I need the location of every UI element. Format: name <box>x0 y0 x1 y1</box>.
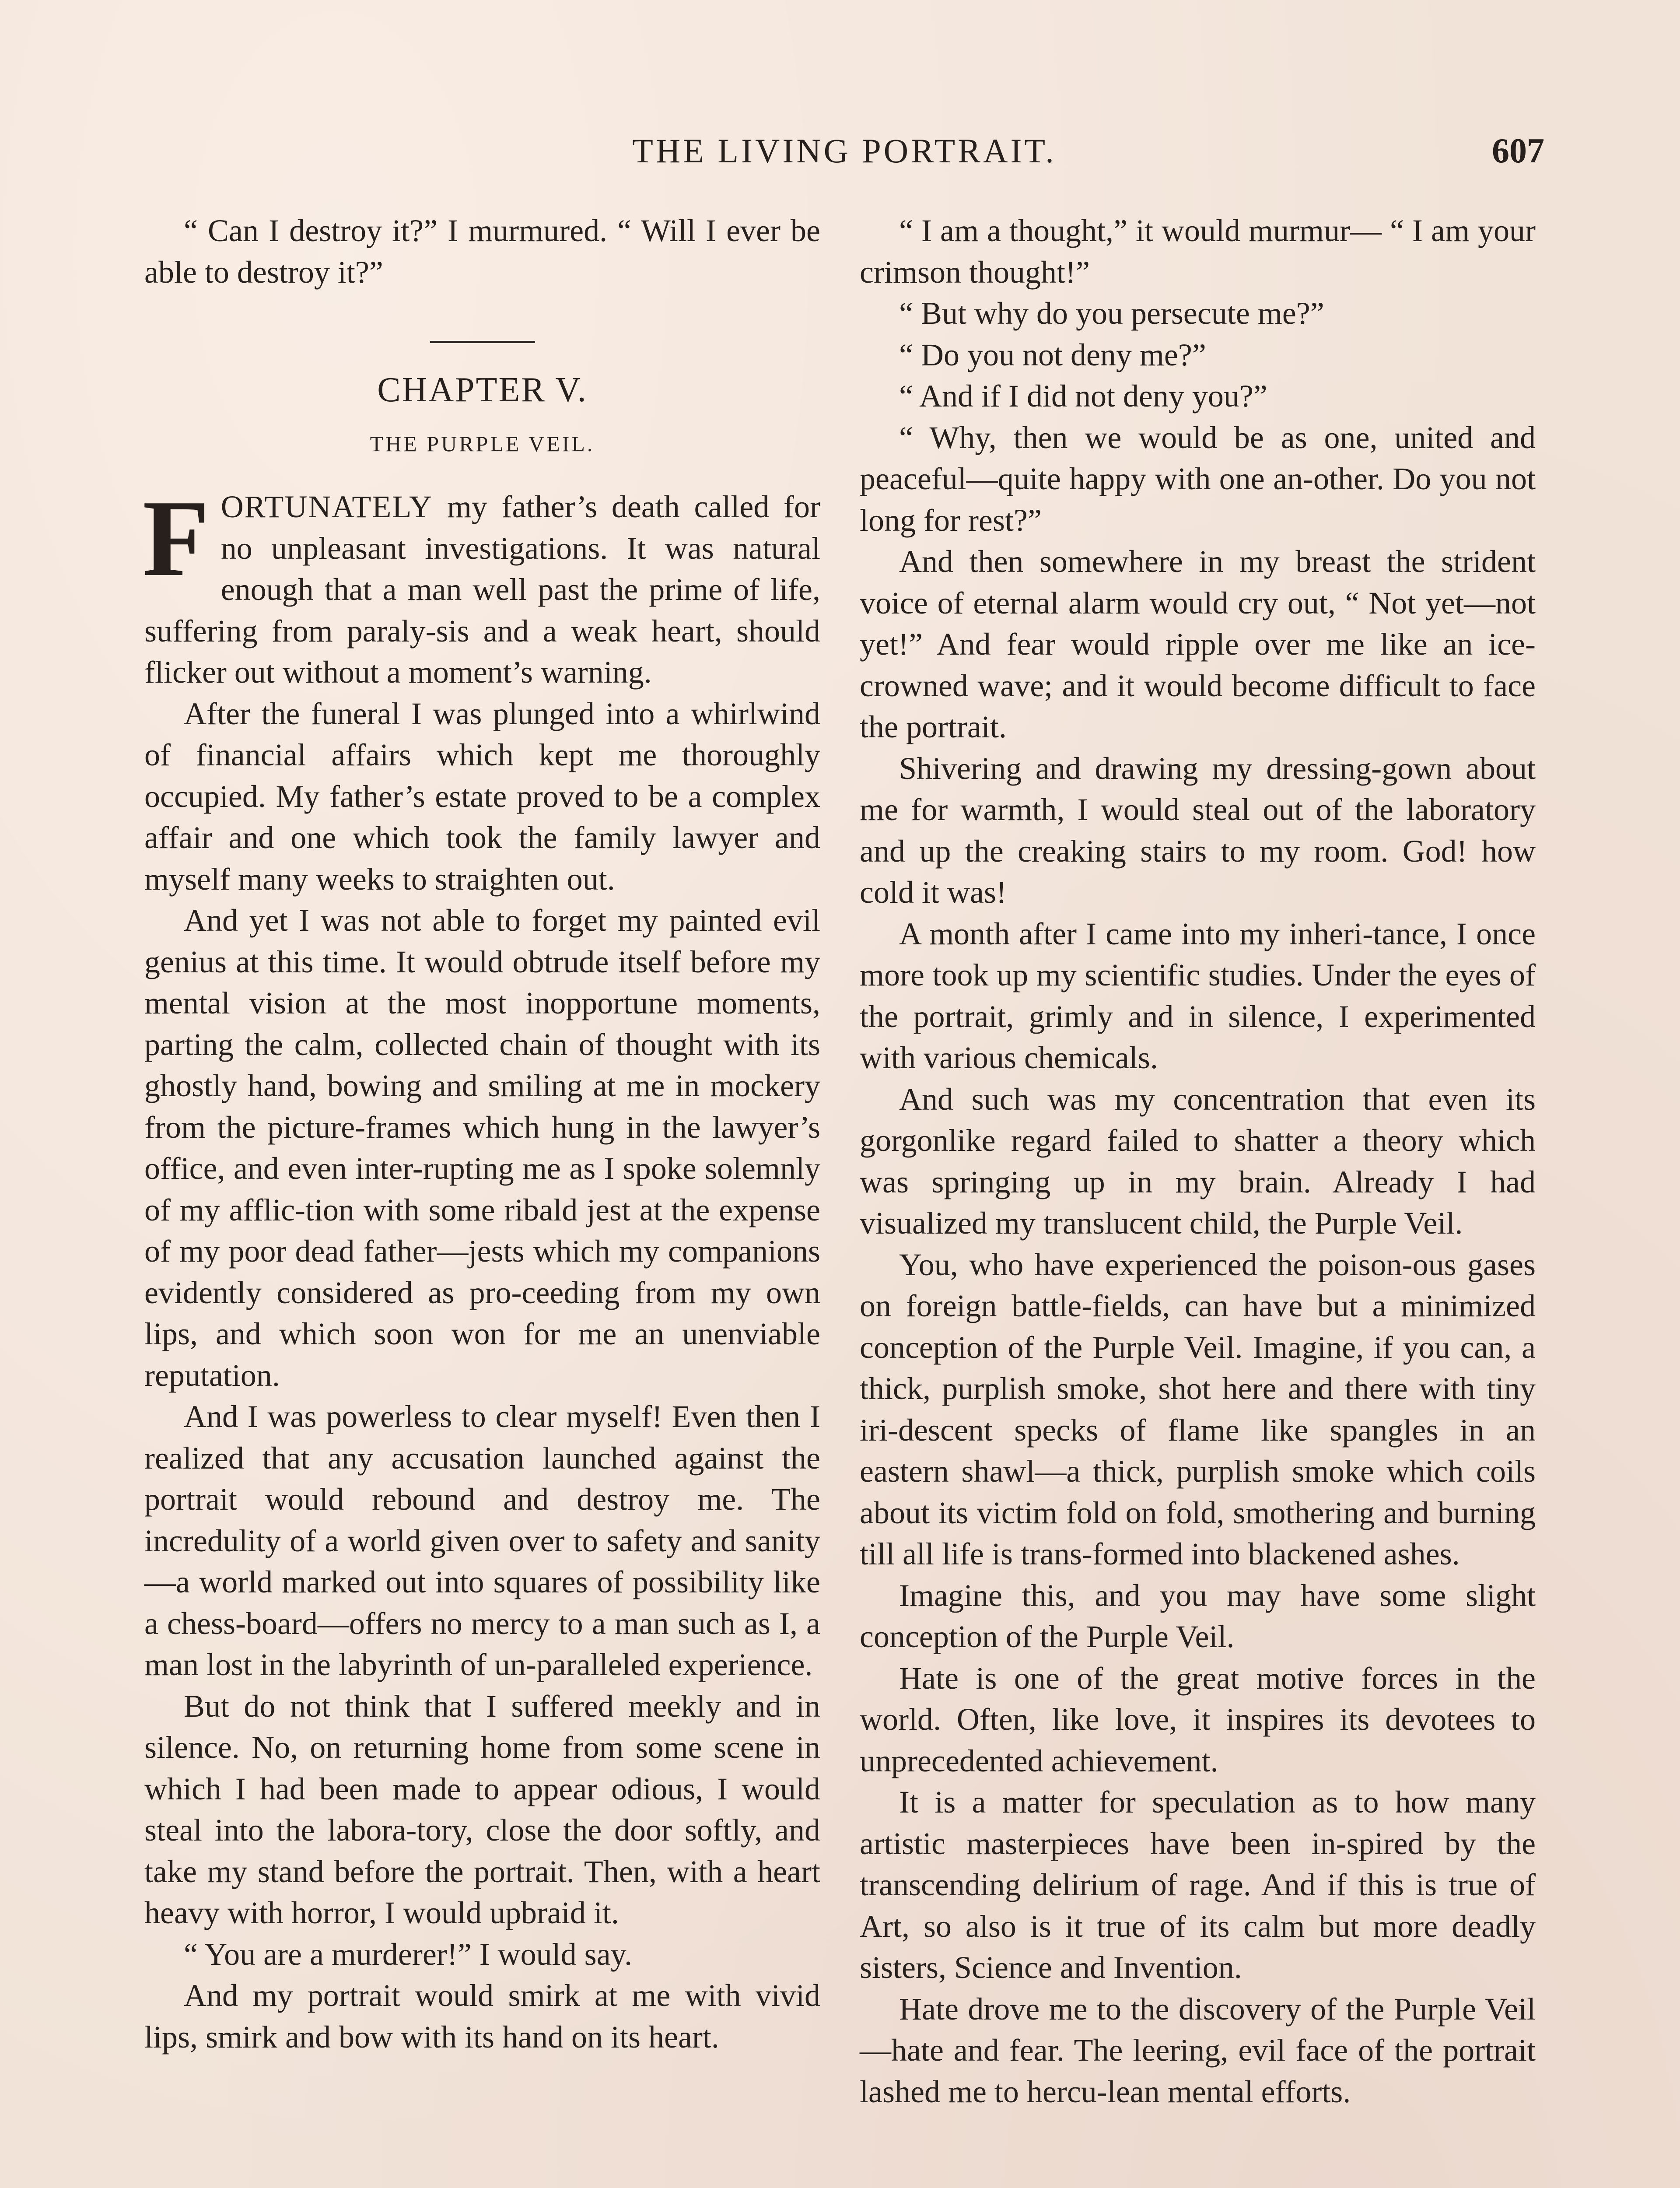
paragraph: You, who have experienced the poison-ous gases on foreign battle-fields, can have but a minimized conception of the Purple Veil. Imagine, if you can, a thick, purplish smoke, shot here and there with tiny iri-descent specks of flame like spangles in an eastern shawl—a thick, purplish smoke which coils about its victim fold on fold, smothering and burning till all life is trans-formed into blackened ashes. <box>860 1247 1536 1571</box>
paragraph: “ But why do you persecute me?” <box>899 296 1324 331</box>
paragraph: And I was powerless to clear myself! Even then I realized that any accusation launched against the portrait would rebound and destroy me. The incredulity of a world given over to safety and sanity—a world marked out into squares of possibility like a chess-board—offers no mercy to a man such as I, a man lost in the labyrinth of un-paralleled experience. <box>144 1399 820 1682</box>
paragraph: And then somewhere in my breast the strident voice of eternal alarm would cry out, “ Not yet—not yet!” And fear would ripple over me like an ice-crowned wave; and it would become difficult to face the portrait. <box>860 544 1536 744</box>
paragraph: “ And if I did not deny you?” <box>899 379 1267 414</box>
paragraph: And yet I was not able to forget my painted evil genius at this time. It would obtrude itself before my mental vision at the most inopportune moments, parting the calm, collected chain of thought with its ghostly hand, bowing and smiling at me in mockery from the picture-frames which hung in the lawyer’s office, and even inter-rupting me as I spoke solemnly of my afflic-tion with some ribald jest at the expense of my poor dead father—jests which my companions evidently considered as pro-ceeding from my own lips, and which soon won for me an unenviable reputation. <box>144 903 820 1393</box>
right-column <box>860 210 1536 2112</box>
opening-text: my father’s death called for no unpleasant investigations. It was natural enough that a man well past the prime of life, suffering from paraly-sis and a weak heart, should flicker out without a moment’s warning. <box>144 489 820 690</box>
page-number: 607 <box>1492 132 1544 170</box>
paragraph: Hate is one of the great motive forces in the world. Often, like love, it inspires its devotees to unprecedented achievement. <box>860 1660 1536 1778</box>
paragraph: Imagine this, and you may have some slight conception of the Purple Veil. <box>860 1578 1536 1654</box>
opening-paragraph <box>143 478 820 693</box>
section-divider <box>430 341 535 343</box>
paragraph: “ Why, then we would be as one, united and peaceful—quite happy with one an-other. Do you not long for rest?” <box>860 420 1536 538</box>
chapter-subtitle: THE PURPLE VEIL. <box>370 431 595 456</box>
drop-cap: F <box>143 478 210 599</box>
paragraph: “ Can I destroy it?” I murmured. “ Will I ever be able to destroy it?” <box>144 213 820 290</box>
paragraph: And my portrait would smirk at me with vivid lips, smirk and bow with its hand on its heart. <box>144 1978 820 2055</box>
left-column <box>144 210 820 2058</box>
paragraph: A month after I came into my inheri-tance, I once more took up my scientific studies. Under the eyes of the portrait, grimly and in silence, I experimented with various chemicals. <box>860 916 1536 1075</box>
paragraph: And such was my concentration that even its gorgonlike regard failed to shatter a theory which was springing up in my brain. Already I had visualized my translucent child, the Purple Veil. <box>860 1081 1536 1241</box>
paragraph: “ I am a thought,” it would murmur— “ I am your crimson thought!” <box>860 213 1536 290</box>
paragraph: Hate drove me to the discovery of the Purple Veil—hate and fear. The leering, evil face of the portrait lashed me to hercu-lean mental efforts. <box>860 1991 1536 2109</box>
opening-word: ORTUNATELY <box>220 489 433 524</box>
paragraph: After the funeral I was plunged into a whirlwind of financial affairs which kept me thoroughly occupied. My father’s estate proved to be a complex affair and one which took the family lawyer and myself many weeks to straighten out. <box>144 696 820 897</box>
paragraph: “ You are a murderer!” I would say. <box>184 1936 632 1972</box>
paragraph: But do not think that I suffered meekly and in silence. No, on returning home from some scene in which I had been made to appear odious, I would steal into the labora-tory, close the door softly, and take my stand before the portrait. Then, with a heart heavy with horror, I would upbraid it. <box>144 1688 820 1930</box>
page-header <box>144 131 1544 184</box>
chapter-title: CHAPTER V. <box>377 371 588 409</box>
paragraph: It is a matter for speculation as to how many artistic masterpieces have been in-spired by the transcending delirium of rage. And if this is true of Art, so also is it true of its calm but more deadly sisters, Science and Invention. <box>860 1785 1536 1985</box>
paragraph: “ Do you not deny me?” <box>899 337 1206 372</box>
paragraph: Shivering and drawing my dressing-gown about me for warmth, I would steal out of the laboratory and up the creaking stairs to my room. God! how cold it was! <box>860 750 1536 910</box>
running-title: THE LIVING PORTRAIT. <box>632 132 1057 170</box>
